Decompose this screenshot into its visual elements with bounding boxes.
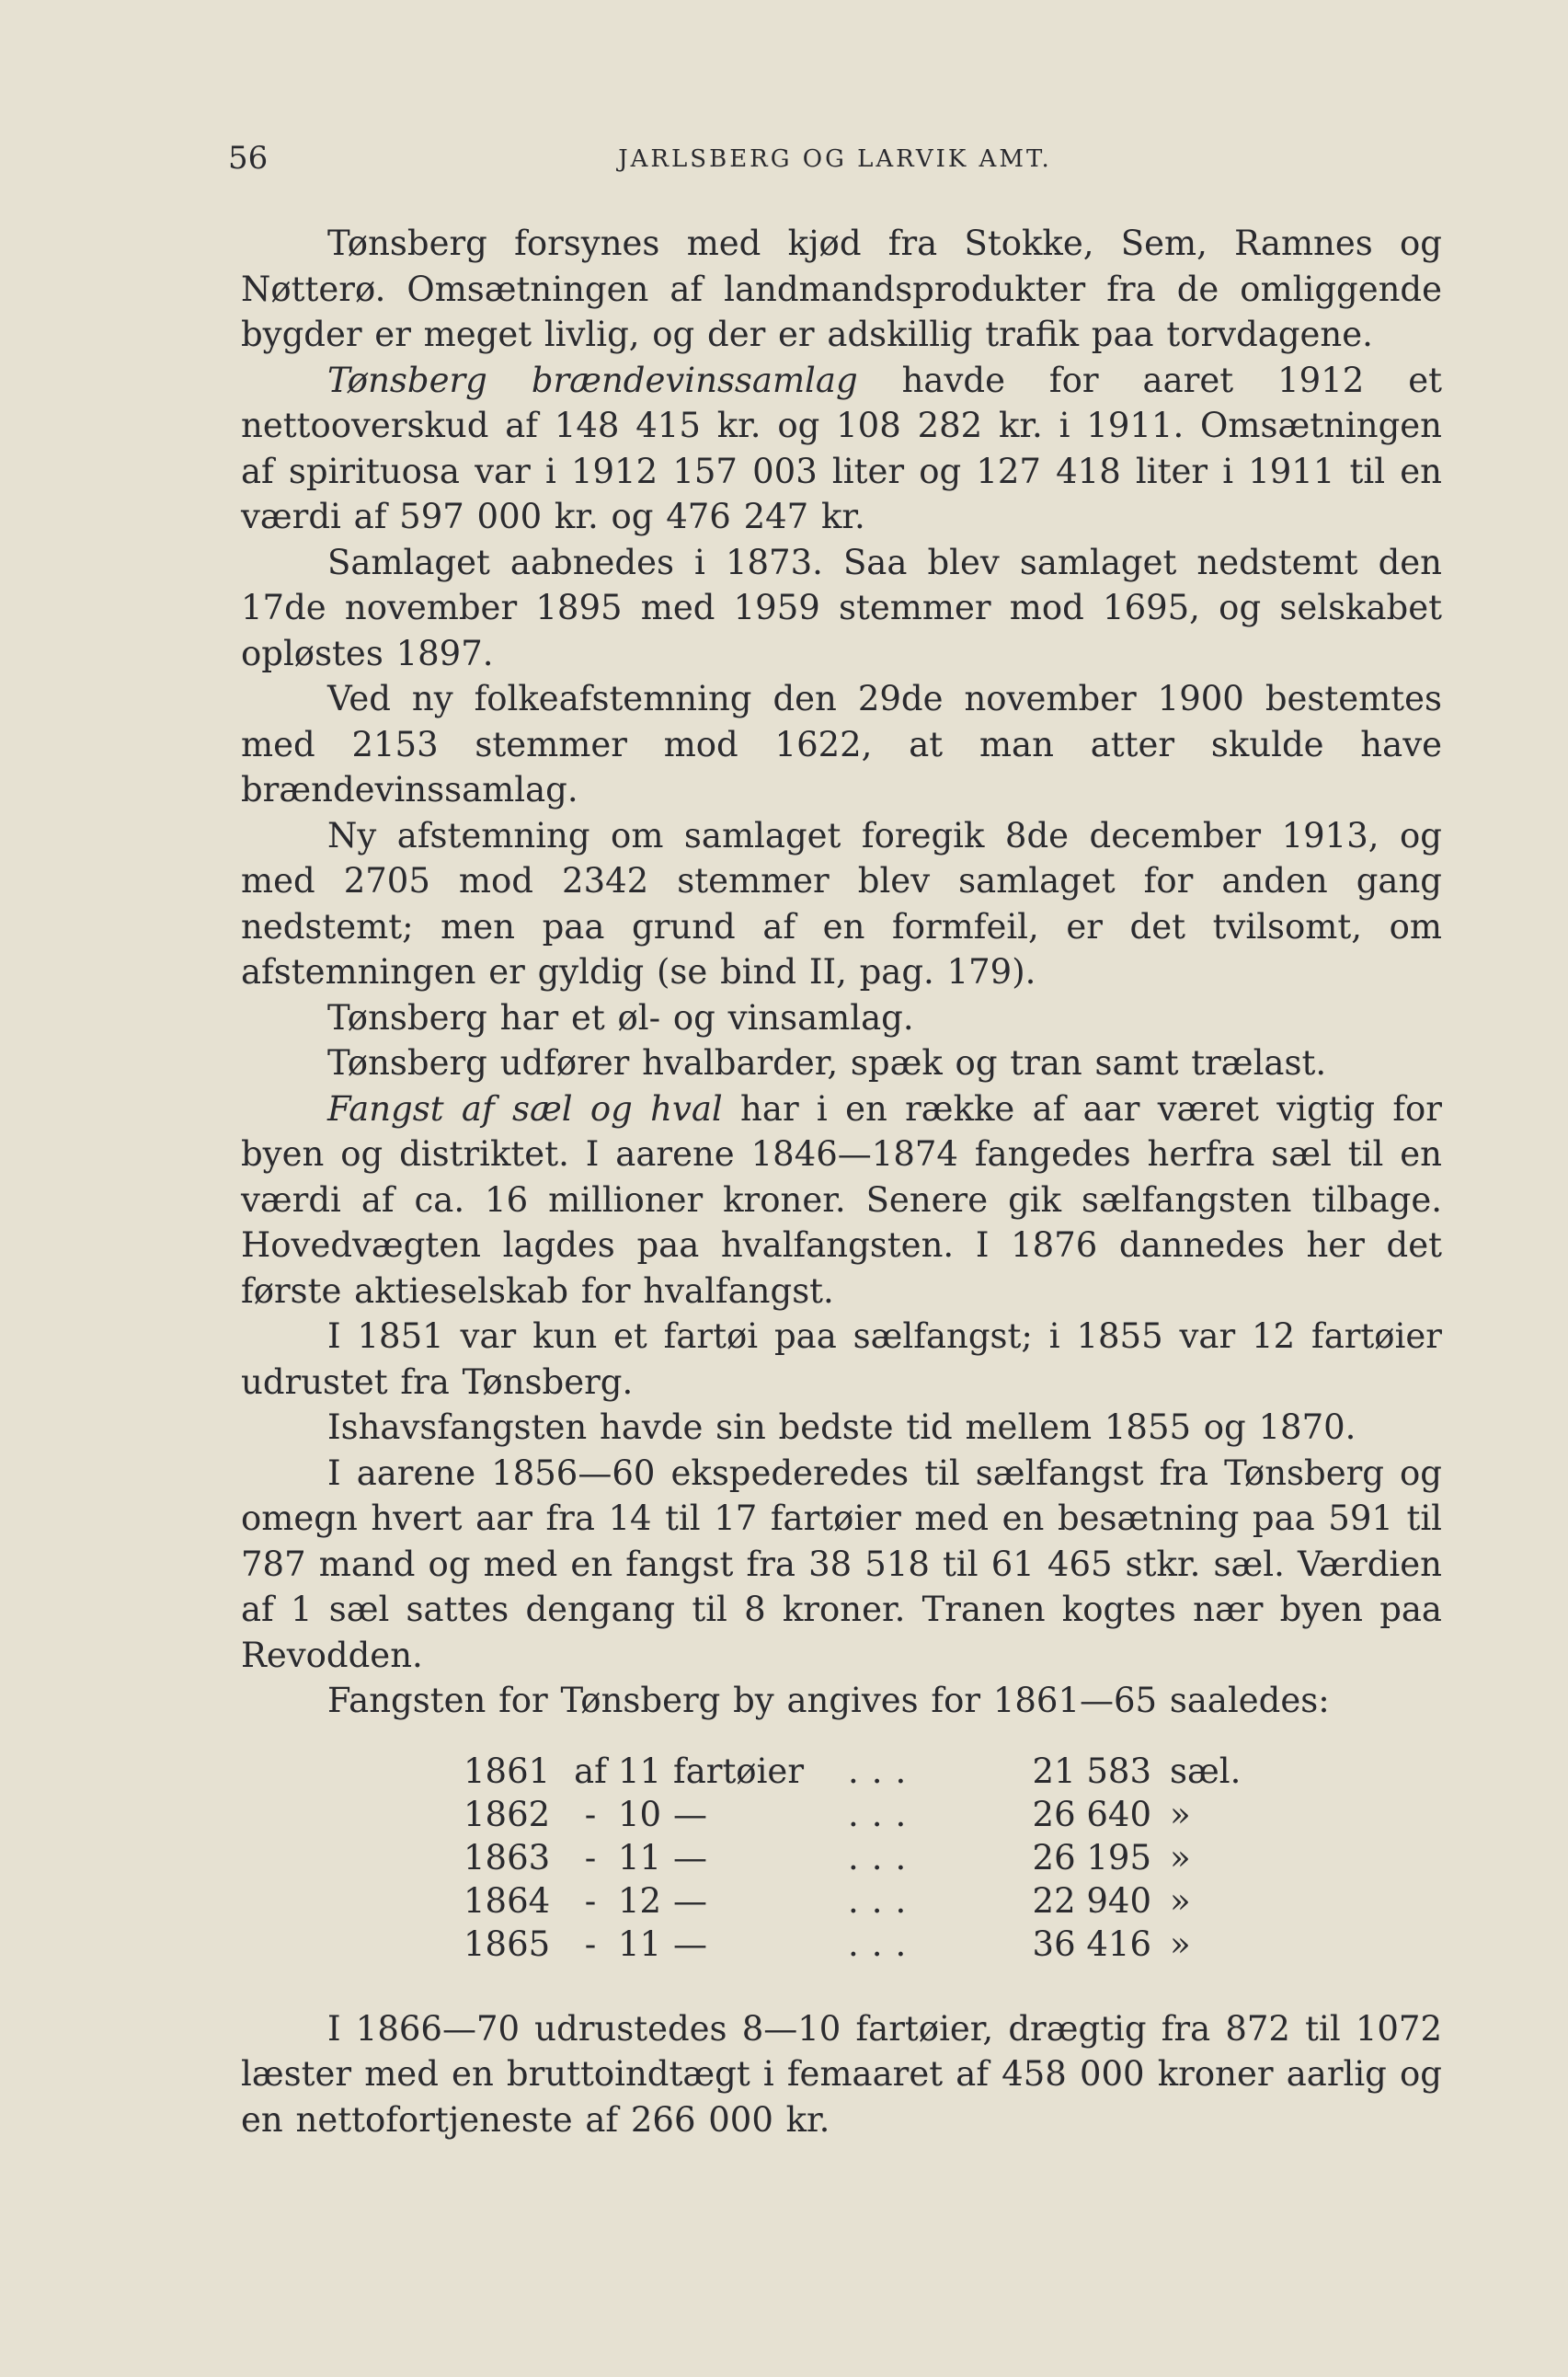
paragraph: Ishavsfangsten havde sin bedste tid mellem 1855 og 1870. (327, 1407, 1356, 1447)
vessel-count-cell: 11 (618, 1923, 662, 1964)
leader-dots: ... (848, 1751, 920, 1791)
paragraph-text: havde for aaret 1912 et nettooverskud af 148 415 kr. og 108 282 kr. i 1911. Omsætningen af spirituosa var i 1912 157 003 liter og 127 418 liter i 1911 til en værdi af 597 000 kr. og 476 247 kr. (241, 360, 1442, 536)
year-cell: 1865 (464, 1923, 551, 1964)
seal-count-cell: 21 583 (1032, 1751, 1151, 1791)
table-row (464, 1836, 1243, 1879)
leader-dots: ... (848, 1923, 920, 1964)
vessel-label-cell: — (673, 1880, 707, 1921)
table-row (464, 1750, 1243, 1793)
year-cell: 1864 (464, 1880, 551, 1921)
table-row (464, 1879, 1243, 1923)
table-row (464, 1923, 1243, 1966)
paragraph-text: har i en række af aar været vigtig for byen og distriktet. I aarene 1846—1874 fangedes herfra sæl til en værdi af ca. 16 millioner kroner. Senere gik sælfangsten tilbage. Hovedvægten lagdes paa hvalfangsten. I 1876 dannedes her det første aktieselskab for hvalfangst. (241, 1088, 1442, 1311)
seal-catch-table (464, 1750, 1243, 1966)
paragraph: I 1851 var kun et fartøi paa sælfangst; i 1855 var 12 fartøier udrustet fra Tønsberg. (241, 1316, 1442, 1402)
seal-count-cell: 36 416 (1032, 1923, 1151, 1964)
paragraph (241, 358, 1442, 540)
af-cell: af (574, 1751, 607, 1791)
vessel-count-cell: 11 (618, 1837, 662, 1877)
page-number: 56 (228, 140, 269, 177)
paragraph: Ny afstemning om samlaget foregik 8de december 1913, og med 2705 mod 2342 stemmer blev samlaget for anden gang nedstemt; men paa grund af en formfeil, er det tvilsomt, om afstemningen er gyldig (se bind II, pag. 179). (241, 815, 1442, 992)
body-text (241, 221, 1442, 2142)
seal-count-cell: 26 640 (1032, 1794, 1151, 1834)
paragraph: Tønsberg har et øl- og vinsamlag. (327, 997, 914, 1038)
vessel-count-cell: 10 (618, 1794, 662, 1834)
year-cell: 1861 (464, 1751, 551, 1791)
vessel-label-cell: fartøier (673, 1751, 805, 1791)
paragraph: I aarene 1856—60 ekspederedes til sælfangst fra Tønsberg og omegn hvert aar fra 14 til 17 fartøier med en besætning paa 591 til 787 mand og med en fangst fra 38 518 til 61 465 stkr. sæl. Værdien af 1 sæl sattes dengang til 8 kroner. Tranen kogtes nær byen paa Revodden. (241, 1453, 1442, 1675)
af-cell: - (584, 1880, 597, 1921)
vessel-count-cell: 12 (618, 1880, 662, 1921)
unit-cell: sæl. (1170, 1751, 1242, 1791)
paragraph: Tønsberg forsynes med kjød fra Stokke, Sem, Ramnes og Nøtterø. Omsætningen af landmandsprodukter fra de omliggende bygder er meget livlig, og der er adskillig trafik paa torvdagene. (241, 224, 1442, 354)
paragraph: Fangsten for Tønsberg by angives for 1861—65 saaledes: (327, 1681, 1330, 1720)
paragraph: I 1866—70 udrustedes 8—10 fartøier, drægtig fra 872 til 1072 læster med en bruttoindtægt i femaaret af 458 000 kroner aarlig og en nettofortjeneste af 266 000 kr. (241, 2008, 1442, 2140)
unit-cell: » (1170, 1794, 1191, 1834)
vessel-label-cell: — (673, 1837, 707, 1877)
unit-cell: » (1170, 1837, 1191, 1877)
italic-term: Tønsberg brændevinssamlag (327, 360, 858, 400)
af-cell: - (584, 1837, 597, 1877)
af-cell: - (584, 1794, 597, 1834)
italic-term: Fangst af sæl og hval (327, 1088, 723, 1129)
paragraph: Samlaget aabnedes i 1873. Saa blev samlaget nedstemt den 17de november 1895 med 1959 stemmer mod 1695, og selskabet opløstes 1897. (241, 542, 1442, 673)
vessel-label-cell: — (673, 1923, 707, 1964)
table-row (464, 1793, 1243, 1836)
page-header (228, 140, 1442, 186)
unit-cell: » (1170, 1923, 1191, 1964)
seal-count-cell: 26 195 (1032, 1837, 1151, 1877)
seal-count-cell: 22 940 (1032, 1880, 1151, 1921)
leader-dots: ... (848, 1837, 920, 1877)
running-head: JARLSBERG OG LARVIK AMT. (618, 145, 1052, 173)
leader-dots: ... (848, 1794, 920, 1834)
paragraph: Tønsberg udfører hvalbarder, spæk og tran samt trælast. (327, 1043, 1327, 1083)
vessel-count-cell: 11 (618, 1751, 662, 1791)
paragraph (241, 1086, 1442, 1315)
unit-cell: » (1170, 1880, 1191, 1921)
af-cell: - (584, 1923, 597, 1964)
leader-dots: ... (848, 1880, 920, 1921)
year-cell: 1862 (464, 1794, 551, 1834)
paragraph: Ved ny folkeafstemning den 29de november 1900 bestemtes med 2153 stemmer mod 1622, at man atter skulde have brændevinssamlag. (241, 679, 1442, 810)
vessel-label-cell: — (673, 1794, 707, 1834)
year-cell: 1863 (464, 1837, 551, 1877)
